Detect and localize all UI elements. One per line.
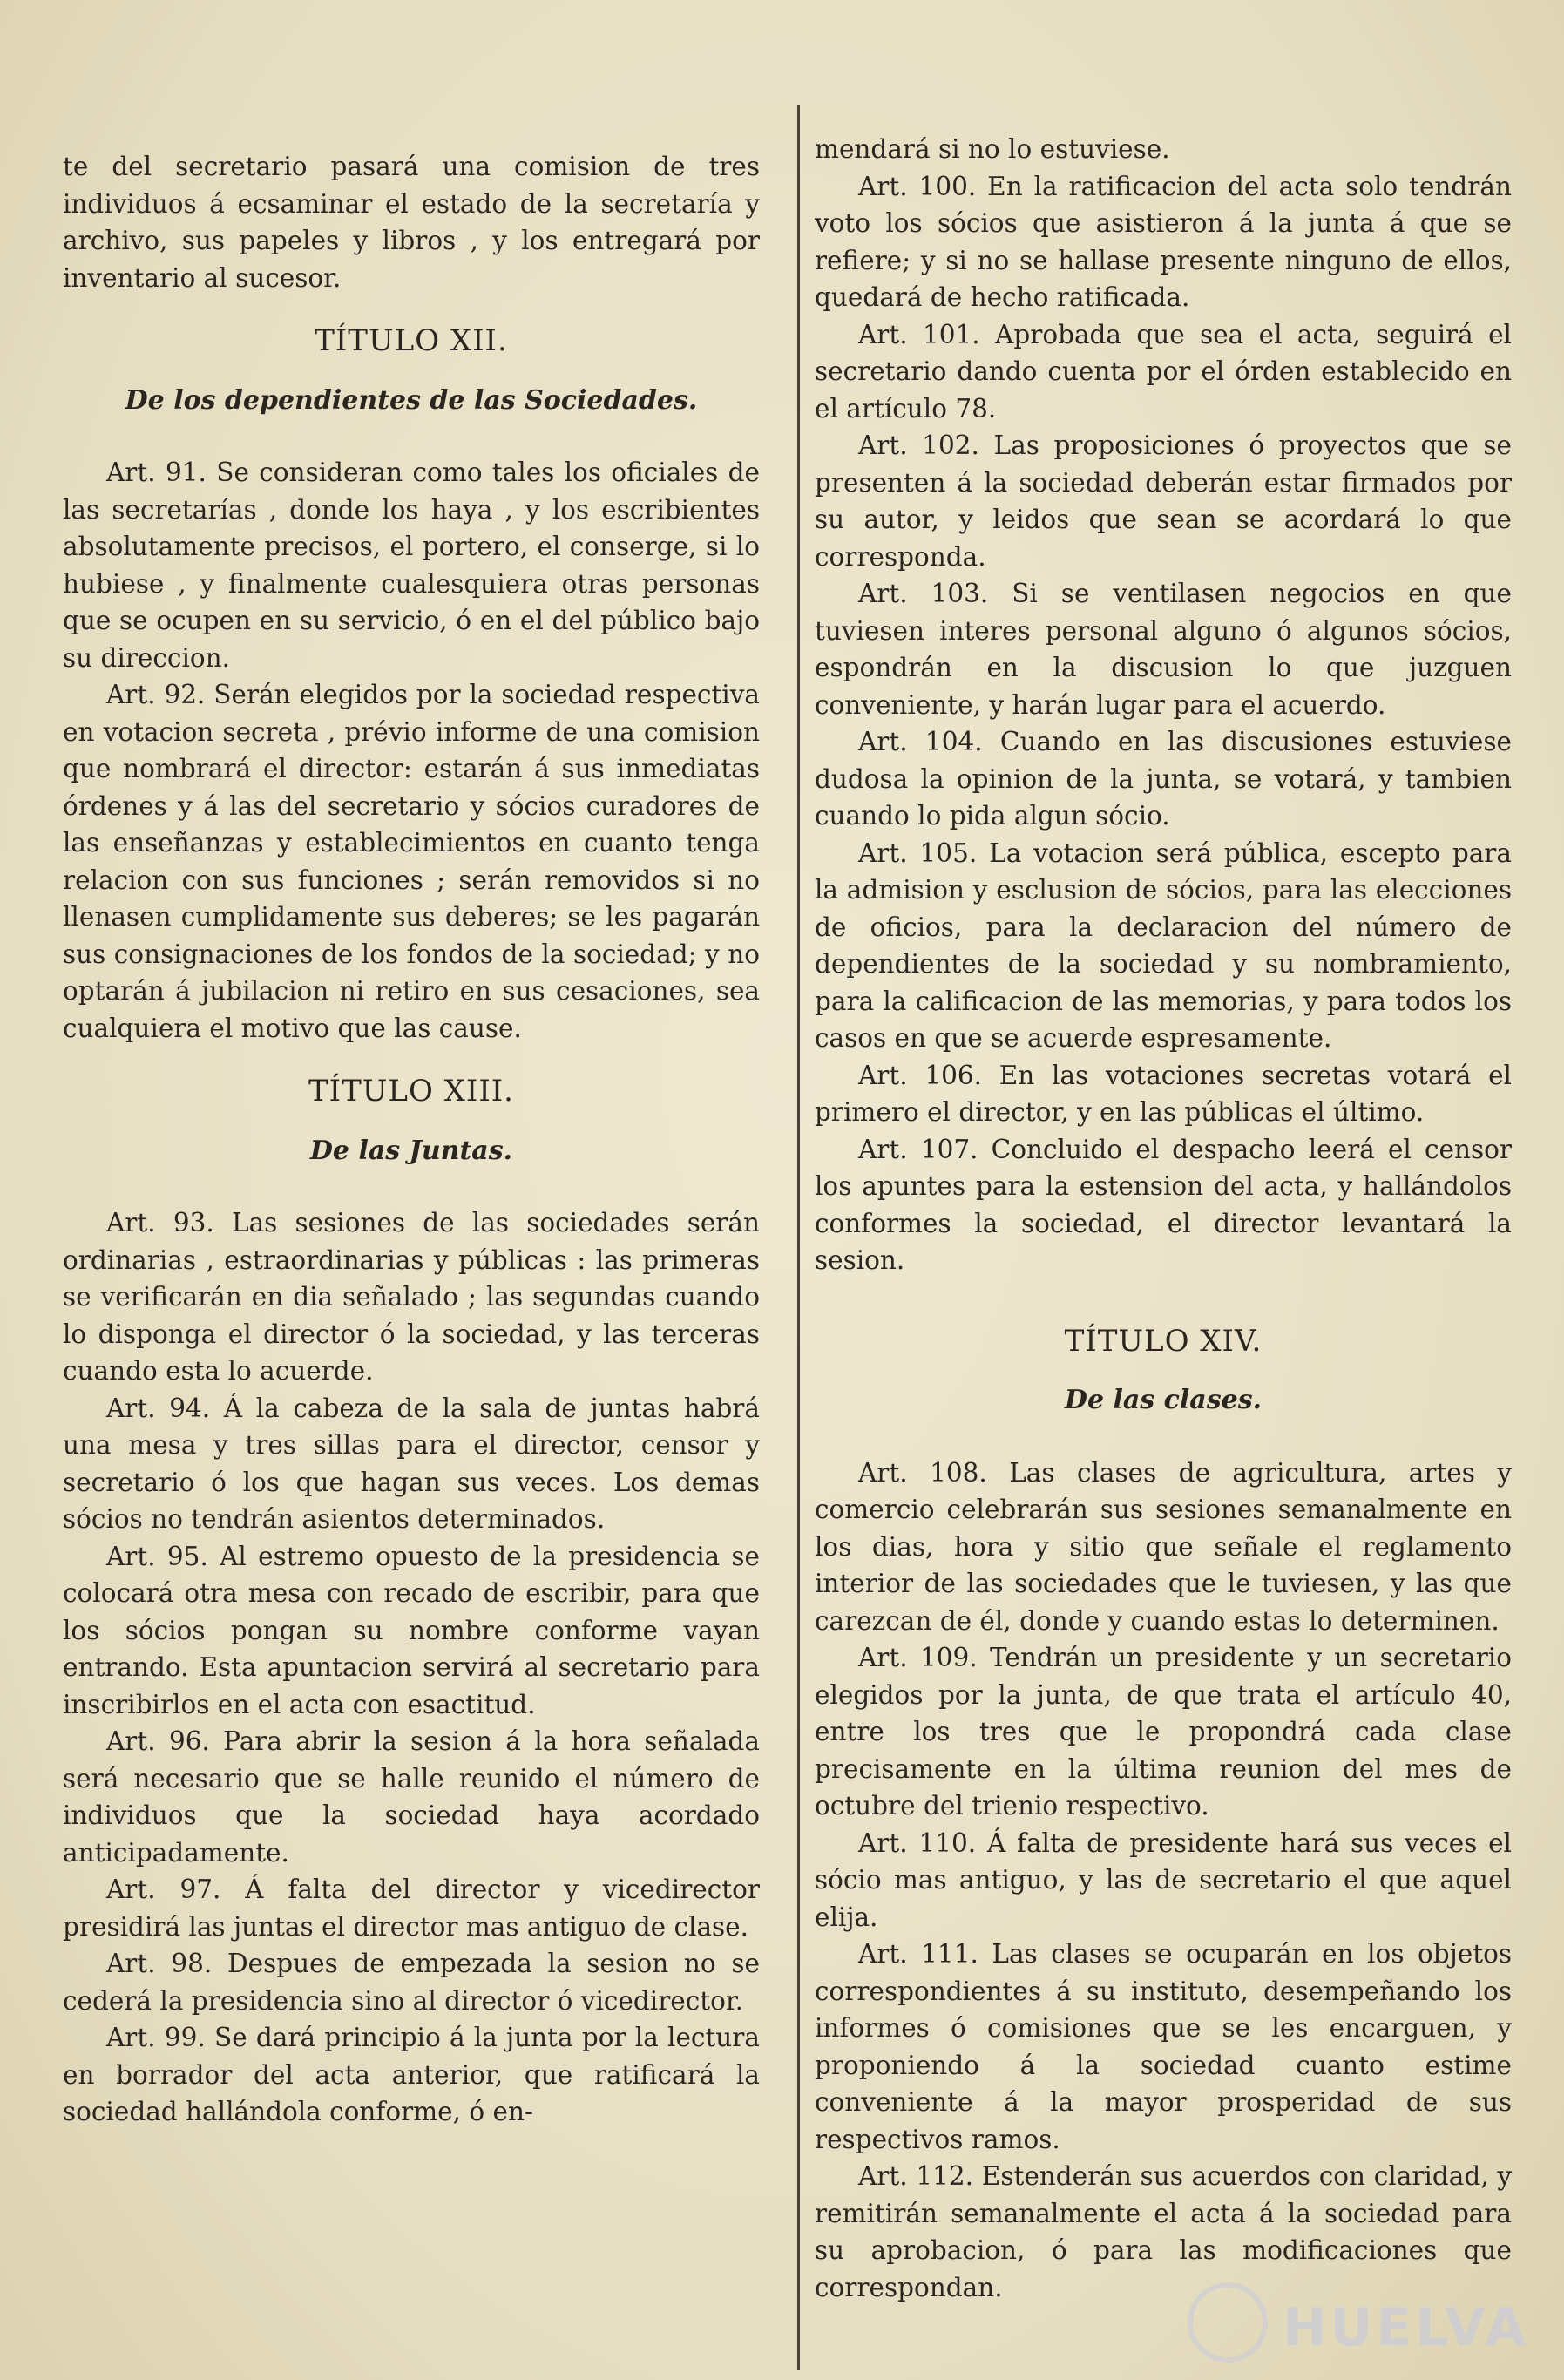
article-98: Art. 98. Despues de empezada la sesion no se cederá la presidencia sino al director ó vicedirector. <box>63 1949 760 2016</box>
article-96: Art. 96. Para abrir la sesion á la hora señalada será necesario que se halle reunido el número de individuos que la sociedad haya acordado anticipadamente. <box>63 1726 760 1868</box>
article-103: Art. 103. Si se ventilasen negocios en que tuviesen interes personal alguno ó algunos sócios, espondrán en la discusion lo que juzguen conveniente, y harán lugar para el acuerdo. <box>815 579 1512 720</box>
subtitle-xiv: De las clases. <box>1064 1385 1263 1415</box>
article-108: Art. 108. Las clases de agricultura, artes y comercio celebrarán sus sesiones semanalmente en los dias, hora y sitio que señale el reglamento interior de las sociedades que le tuviesen, y las que carezcan de él, donde y cuando estas lo determinen. <box>815 1457 1512 1636</box>
article-91: Art. 91. Se consideran como tales los oficiales de las secretarías , donde los haya , y los escribientes absolutamente precisos, el portero, el conserge, si lo hubiese , y finalmente cualesquiera otras personas que se ocupen en su servicio, ó en el del público bajo su direccion. <box>63 458 760 673</box>
title-xii: TÍTULO XII. <box>315 323 508 358</box>
subtitle-xii: De los dependientes de las Sociedades. <box>125 384 698 416</box>
article-94: Art. 94. Á la cabeza de la sala de juntas habrá una mesa y tres sillas para el director, censor y secretario ó los que hagan sus veces. Los demas sócios no tendrán asientos determinados. <box>63 1393 760 1534</box>
article-104: Art. 104. Cuando en las discusiones estuviese dudosa la opinion de la junta, se votará, y tambien cuando lo pida algun sócio. <box>815 727 1512 831</box>
title-xiii: TÍTULO XIII. <box>308 1074 514 1109</box>
article-102: Art. 102. Las proposiciones ó proyectos que se presenten á la sociedad deberán estar firmados por su autor, y leidos que sean se acordará lo que corresponda. <box>815 431 1512 572</box>
article-109: Art. 109. Tendrán un presidente y un secretario elegidos por la junta, de que trata el artículo 40, entre los tres que le propondrá cada clase precisamente en la última reunion del mes de octubre del trienio respectivo. <box>815 1643 1512 1821</box>
subtitle-xiii: De las Juntas. <box>309 1135 513 1166</box>
article-106: Art. 106. En las votaciones secretas votará el primero el director, y en las públicas el último. <box>815 1060 1512 1127</box>
article-95: Art. 95. Al estremo opuesto de la presidencia se colocará otra mesa con recado de escribir, para que los sócios pongan su nombre conforme vayan entrando. Esta apuntacion servirá al secretario para inscribirlos en el acta con esactitud. <box>63 1541 760 1719</box>
right-column <box>815 131 1512 2306</box>
watermark-logo-icon <box>1188 2282 1268 2363</box>
article-111: Art. 111. Las clases se ocuparán en los objetos correspondientes á su instituto, desempeñando los informes ó comisiones que se les encarguen, y proponiendo á la sociedad cuanto estime conveniente á la mayor prosperidad de sus respectivos ramos. <box>815 1939 1512 2154</box>
paragraph: te del secretario pasará una comision de tres individuos á ecsaminar el estado de la secretaría y archivo, sus papeles y libros , y los entregará por inventario al sucesor. <box>63 152 760 293</box>
article-99: Art. 99. Se dará principio á la junta por la lectura en borrador del acta anterior, que ratificará la sociedad hallándola conforme, ó en- <box>63 2023 760 2126</box>
article-105: Art. 105. La votacion será pública, escepto para la admision y esclusion de sócios, para las elecciones de oficios, para la declaracion del número de dependientes de la sociedad y su nombramiento, para la calificacion de las memorias, y para todos los casos en que se acuerde espresamente. <box>815 837 1512 1053</box>
article-92: Art. 92. Serán elegidos por la sociedad respectiva en votacion secreta , prévio informe de una comision que nombrará el director: estarán á sus inmediatas órdenes y á las del secretario y sócios curadores de las enseñanzas y establecimientos en cuanto tenga relacion con sus funciones ; serán removidos si no llenasen cumplidamente sus deberes; se les pagarán sus consignaciones de los fondos de la sociedad; y no optarán á jubilacion ni retiro en sus cesaciones, sea cualquiera el motivo que las cause. <box>63 680 760 1043</box>
left-column <box>63 148 760 2131</box>
article-110: Art. 110. Á falta de presidente hará sus veces el sócio mas antiguo, y las de secretario el que aquel elija. <box>815 1827 1512 1932</box>
article-101: Art. 101. Aprobada que sea el acta, seguirá el secretario dando cuenta por el órden establecido en el artículo 78. <box>815 319 1512 424</box>
article-112: Art. 112. Estenderán sus acuerdos con claridad, y remitirán semanalmente el acta á la sociedad para su aprobacion, ó para las modificaciones que correspondan. <box>815 2161 1512 2302</box>
article-97: Art. 97. Á falta del director y vicedirector presidirá las juntas el director mas antiguo de clase. <box>63 1875 760 1942</box>
column-divider <box>797 105 800 2370</box>
article-100: Art. 100. En la ratificacion del acta solo tendrán voto los sócios que asistieron á la junta á que se refiere; y si no se hallase presente ninguno de ellos, quedará de hecho ratificada. <box>815 171 1512 312</box>
paragraph: mendará si no lo estuviese. <box>815 134 1170 164</box>
article-93: Art. 93. Las sesiones de las sociedades serán ordinarias , estraordinarias y públicas : las primeras se verificarán en dia señalado ; las segundas cuando lo disponga el director ó la sociedad, y las terceras cuando esta lo acuerde. <box>63 1208 760 1386</box>
title-xiv: TÍTULO XIV. <box>1064 1323 1263 1359</box>
watermark: HUELVA <box>1283 2297 1529 2358</box>
article-107: Art. 107. Concluido el despacho leerá el censor los apuntes para la estension del acta, y hallándolos conformes la sociedad, el director levantará la sesion. <box>815 1134 1512 1275</box>
